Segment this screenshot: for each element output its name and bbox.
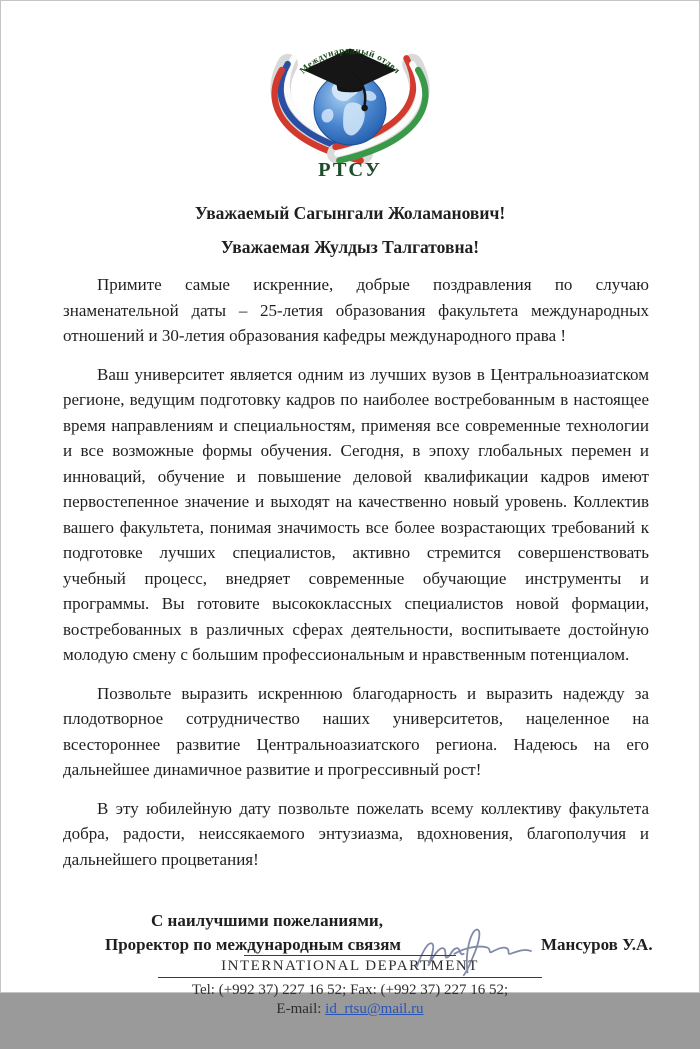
footer-rule-bottom bbox=[158, 977, 542, 978]
email-label: E-mail: bbox=[276, 1001, 322, 1017]
salutation-line: Уважаемая Жулдыз Талгатовна! bbox=[220, 237, 480, 257]
rtsu-logo-graphic bbox=[267, 31, 433, 179]
logo-acronym: РТСУ bbox=[318, 159, 382, 179]
signer-name: Мансуров У.А. bbox=[540, 935, 653, 954]
footer-rule-top bbox=[244, 955, 456, 956]
footer-contacts: Tel: (+992 37) 227 16 52; Fax: (+992 37) 227 16 52; bbox=[191, 982, 509, 998]
salutations bbox=[1, 200, 699, 268]
logo-arc-text: Международный отдел bbox=[298, 46, 402, 77]
closing-line: С наилучшими пожеланиями, bbox=[151, 911, 383, 930]
signer-title: Проректор по международным связям bbox=[105, 935, 401, 954]
letter-body bbox=[1, 268, 699, 885]
footer-department: INTERNATIONAL DEPARTMENT bbox=[221, 958, 479, 974]
email-link[interactable]: id_rtsu@mail.ru bbox=[325, 1001, 424, 1017]
footer-email-line bbox=[1, 1000, 699, 1019]
signoff-block bbox=[1, 911, 699, 955]
paragraph: Примите самые искренние, добрые поздравления по случаю знаменательной даты – 25-летия образования факультета международных отношений и 30-летия образования кафедры международного права ! bbox=[63, 275, 649, 345]
paragraph: В эту юбилейную дату позвольте пожелать всему коллективу факультета добра, радости, неиссякаемого энтузиазма, вдохновения, благополучия и дальнейшего процветания! bbox=[63, 798, 649, 869]
paragraph: Позвольте выразить искреннюю благодарность и выразить надежду за плодотворное сотрудничество наших университетов, нацеленное на всестороннее развитие Центральноазиатского региона. Надеюсь на его дальнейшее динамичное развитие и прогрессивный рост! bbox=[63, 683, 649, 779]
footer bbox=[1, 955, 699, 1049]
paragraph: Ваш университет является одним из лучших вузов в Центральноазиатском регионе, ведущим подготовку кадров по наиболее востребованным в настоящее время направлениям и специальностям, применяя все современные технологии и все возможные формы обучения. Сегодня, в эпоху глобальных перемен и инноваций, обучение и повышение деловой квалификации кадров имеют первостепенное значение и выходят на качественно новый уровень. Коллектив вашего факультета, понимая значимость все более возрастающих требований к подготовке лучших специалистов, активно стремится совершенствовать учебный процесс, внедряет современные обучающие инструменты и программы. Вы готовите высококлассных специалистов новой формации, востребованных в различных сферах деятельности, воспитываете достойную молодую смену с большим профессиональным и нравственным потенциалом. bbox=[63, 364, 649, 664]
rtsu-logo bbox=[265, 31, 435, 184]
salutation-line: Уважаемый Сагынгали Жоламанович! bbox=[194, 203, 506, 223]
